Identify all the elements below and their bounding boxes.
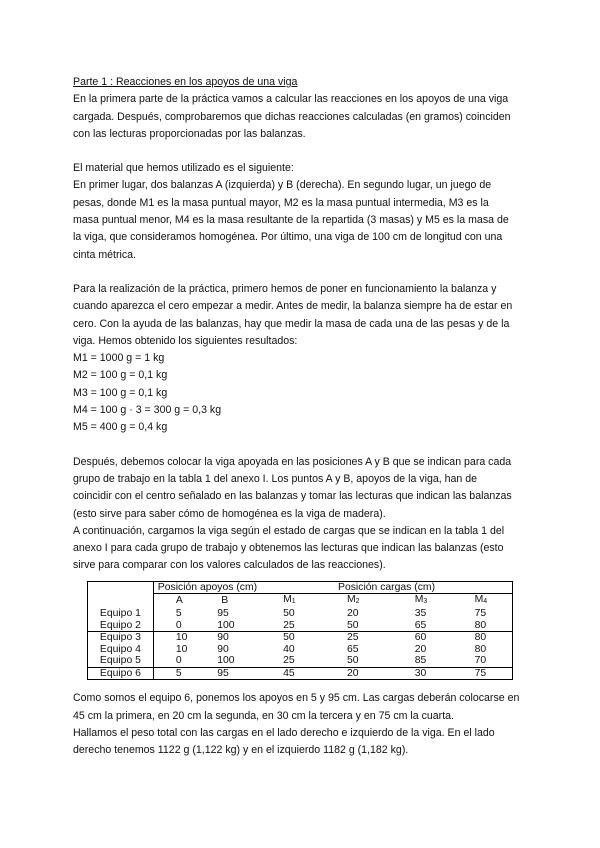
after-line: coincidir con el centro señalado en las balanzas y tomar las lecturas que indican las balanzas	[73, 490, 512, 503]
material-line: cinta métrica.	[73, 248, 136, 261]
table-row	[88, 620, 513, 632]
cell: 10	[153, 632, 201, 644]
sub-header-m4: $M_4$	[455, 594, 513, 608]
mass-item: M5 = 400 g = 0,4 kg	[73, 421, 168, 434]
material-line: la viga, que consideramos homogénea. Por último, una viga de 100 cm de longitud con una	[73, 231, 503, 244]
procedure-line: cuando aparezca el cero empezar a medir. Antes de medir, la balanza siempre ha de estar en	[73, 300, 513, 313]
cell: 95	[217, 607, 229, 619]
paragraph-gap	[73, 143, 528, 160]
cell: 25	[283, 655, 295, 667]
positions-table	[87, 581, 513, 681]
mass-item: M1 = 1000 g = 1 kg	[73, 352, 165, 365]
cell: 80	[474, 619, 487, 631]
mass-item: M4 = 100 g · 3 = 300 g = 0,3 kg	[73, 404, 222, 417]
after-line: sirve para comparar con los valores calculados de las reacciones).	[73, 559, 386, 572]
material-line: pesas, donde M1 es la masa puntual mayor, M2 es la masa puntual intermedia, M3 es la	[73, 196, 489, 209]
row-label: Equipo 3	[88, 632, 154, 644]
paragraph-gap	[73, 437, 528, 454]
intro-paragraph	[73, 91, 528, 143]
group-header-apoyos: Posición apoyos (cm)	[157, 581, 258, 593]
conclusion-line: 45 cm la primera, en 20 cm la segunda, en 30 cm la tercera y en 75 cm la cuarta.	[73, 709, 454, 722]
table-corner-cell	[88, 581, 154, 594]
intro-line: con las lecturas proporcionadas por las balanzas.	[73, 127, 306, 140]
sub-header-m3: $M_3$	[389, 594, 455, 608]
cell: 85	[414, 655, 427, 667]
row-label: Equipo 6	[88, 667, 154, 680]
after-line: Después, debemos colocar la viga apoyada en las posiciones A y B que se indican para cada	[73, 455, 512, 468]
cell: 90	[201, 632, 261, 644]
after-line: anexo I para cada grupo de trabajo y obtenemos las lecturas que indican las balanzas (esto	[73, 542, 504, 555]
cell: 95	[201, 667, 261, 680]
cell: 40	[283, 643, 295, 655]
mass-list	[73, 350, 528, 436]
conclusion-line: Hallamos el peso total con las cargas en el lado derecho e izquierdo de la viga. En el lado	[73, 727, 495, 740]
cell: 0	[175, 655, 182, 667]
material-line: El material que hemos utilizado es el siguiente:	[73, 162, 294, 175]
table-row	[88, 608, 513, 620]
cell: 50	[283, 607, 295, 619]
document-page	[73, 74, 528, 760]
cell: 100	[217, 619, 235, 631]
cell: 30	[389, 667, 455, 680]
sub-header-m1: $M_1$	[261, 594, 323, 608]
mass-item: M2 = 100 g = 0,1 kg	[73, 369, 168, 382]
mass-item: M3 = 100 g = 0,1 kg	[73, 386, 168, 399]
cell: 5	[175, 607, 182, 619]
intro-line: En la primera parte de la práctica vamos a calcular las reacciones en los apoyos de una viga	[73, 93, 509, 106]
conclusion-line: derecho tenemos 1122 g (1,122 kg) y en el izquierdo 1182 g (1,182 kg).	[73, 744, 409, 757]
after-line: A continuación, cargamos la viga según el estado de cargas que se indican en la tabla 1 del	[73, 524, 505, 537]
conclusion-paragraph	[73, 690, 528, 759]
sub-header-a: A	[153, 594, 201, 608]
material-paragraph	[73, 160, 528, 264]
cell: 70	[474, 655, 487, 667]
procedure-line: viga. Hemos obtenido los siguientes resultados:	[73, 334, 298, 347]
table-row	[88, 644, 513, 656]
sub-header-b: B	[201, 594, 261, 608]
row-label: Equipo 5	[88, 655, 154, 667]
after-line: grupo de trabajo en la tabla 1 del anexo I. Los puntos A y B, apoyos de la viga, han de	[73, 472, 478, 485]
table-row	[88, 632, 513, 644]
cell: 20	[414, 643, 427, 655]
cell: 20	[346, 607, 359, 619]
cell: 45	[261, 667, 323, 680]
row-label: Equipo 4	[88, 644, 154, 656]
cell: 65	[414, 619, 427, 631]
cell: 20	[323, 667, 389, 680]
sub-header-m2: $M_2$	[323, 594, 389, 608]
table-corner-cell	[88, 594, 154, 608]
intro-line: cargada. Después, comprobaremos que dichas reacciones calculadas (en gramos) coinciden	[73, 110, 511, 123]
material-line: masa puntual menor, M4 es la masa resultante de la repartida (3 masas) y M5 es la masa de	[73, 214, 509, 227]
after-paragraph	[73, 454, 528, 575]
conclusion-line: Como somos el equipo 6, ponemos los apoyos en 5 y 95 cm. Las cargas deberán colocarse en	[73, 692, 520, 705]
procedure-line: Para la realización de la práctica, primero hemos de poner en funcionamiento la balanza y	[73, 282, 497, 295]
cell: 0	[175, 619, 182, 631]
cell: 50	[261, 632, 323, 644]
cell: 50	[346, 619, 359, 631]
cell: 60	[389, 632, 455, 644]
procedure-line: cero. Con la ayuda de las balanzas, hay que medir la masa de cada una de las pesas y de la	[73, 317, 510, 330]
table-sub-header-row	[88, 594, 513, 608]
cell: 100	[217, 655, 235, 667]
cell: 75	[455, 667, 513, 680]
paragraph-gap	[73, 264, 528, 281]
cell: 5	[153, 667, 201, 680]
table-row	[88, 667, 513, 680]
row-label: Equipo 2	[88, 620, 154, 632]
cell: 90	[217, 643, 229, 655]
group-header-cargas: Posición cargas (cm)	[338, 581, 436, 593]
row-label: Equipo 1	[88, 608, 154, 620]
cell: 50	[346, 655, 359, 667]
cell: 80	[455, 632, 513, 644]
cell: 25	[283, 619, 295, 631]
cell: 80	[474, 643, 487, 655]
cell: 25	[323, 632, 389, 644]
table-row	[88, 655, 513, 667]
after-line: (esto sirve para saber cómo de homogénea es la viga de madera).	[73, 507, 386, 520]
material-line: En primer lugar, dos balanzas A (izquierda) y B (derecha). En segundo lugar, un juego de	[73, 179, 492, 192]
cell: 10	[175, 643, 188, 655]
cell: 75	[474, 607, 487, 619]
table-group-header-row	[88, 581, 513, 594]
procedure-paragraph	[73, 281, 528, 350]
cell: 65	[346, 643, 359, 655]
section-title: Parte 1 : Reacciones en los apoyos de una viga	[73, 76, 298, 88]
cell: 35	[414, 607, 427, 619]
